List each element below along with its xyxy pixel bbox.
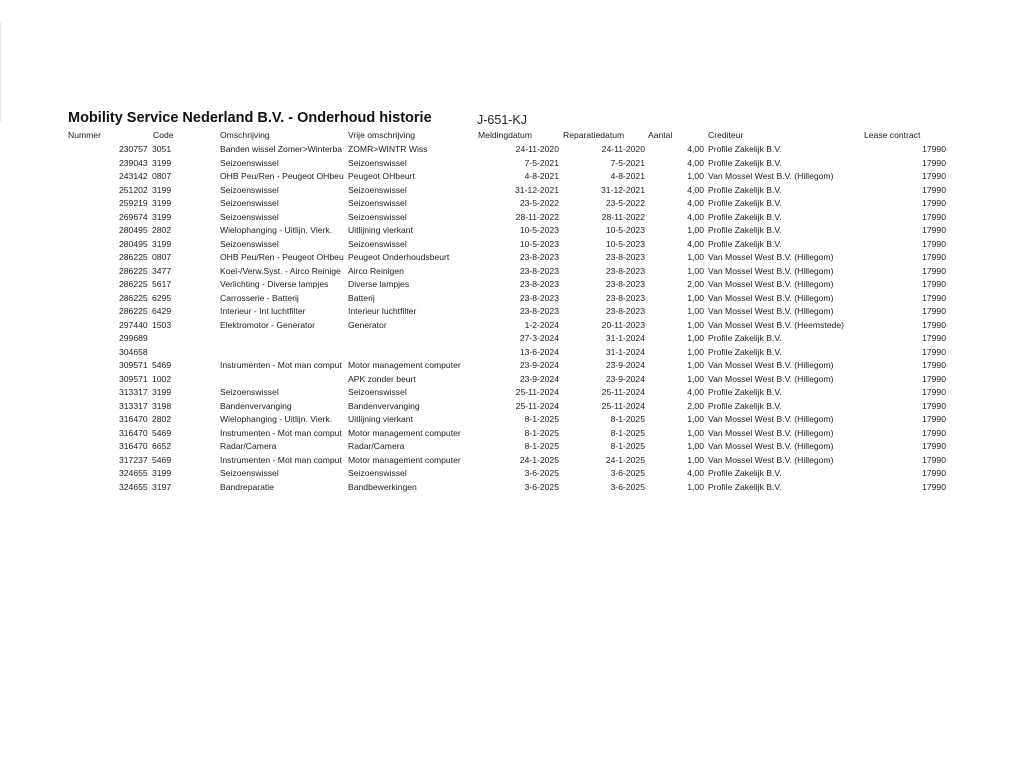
cell-nummer: 297440 bbox=[119, 319, 148, 330]
table-row bbox=[0, 440, 1024, 454]
cell-omschrijving: Interieur - Int luchtfilter bbox=[220, 306, 306, 316]
cell-lease-contract: 17990 bbox=[922, 454, 946, 465]
cell-reparatiedatum: 23-8-2023 bbox=[605, 265, 645, 276]
table-row bbox=[0, 170, 1024, 184]
cell-meldingdatum: 28-11-2022 bbox=[515, 211, 559, 222]
cell-code: 0807 bbox=[152, 171, 172, 181]
cell-lease-contract: 17990 bbox=[922, 238, 946, 249]
cell-reparatiedatum: 23-9-2024 bbox=[605, 373, 645, 384]
cell-lease-contract: 17990 bbox=[922, 306, 946, 316]
cell-omschrijving: Bandreparatie bbox=[220, 481, 274, 492]
cell-crediteur: Van Mossel West B.V. (Hillegom) bbox=[708, 360, 834, 370]
cell-meldingdatum: 13-6-2024 bbox=[519, 346, 559, 357]
table-row bbox=[0, 224, 1024, 238]
cell-aantal: 1,00 bbox=[687, 454, 704, 465]
cell-code: 2802 bbox=[152, 414, 172, 424]
cell-reparatiedatum: 8-1-2025 bbox=[610, 441, 645, 451]
cell-reparatiedatum: 23-8-2023 bbox=[605, 292, 645, 303]
cell-crediteur: Van Mossel West B.V. (Hillegom) bbox=[708, 306, 834, 316]
cell-nummer: 286225 bbox=[119, 252, 148, 262]
table-row bbox=[0, 332, 1024, 346]
header-aantal: Aantal bbox=[648, 130, 673, 140]
table-row bbox=[0, 400, 1024, 414]
table-row bbox=[0, 305, 1024, 319]
cell-crediteur: Profile Zakelijk B.V. bbox=[708, 225, 782, 235]
cell-crediteur: Profile Zakelijk B.V. bbox=[708, 211, 782, 222]
cell-crediteur: Profile Zakelijk B.V. bbox=[708, 481, 782, 492]
cell-vrije-omschrijving: Peugeot OHbeurt bbox=[348, 171, 415, 181]
cell-code: 3199 bbox=[152, 184, 172, 195]
cell-reparatiedatum: 23-8-2023 bbox=[605, 279, 645, 289]
cell-omschrijving: Verlichting - Diverse lampjes bbox=[220, 279, 329, 289]
cell-reparatiedatum: 24-1-2025 bbox=[605, 454, 645, 465]
cell-crediteur: Van Mossel West B.V. (Hillegom) bbox=[708, 252, 834, 262]
cell-vrije-omschrijving: Batterij bbox=[348, 292, 375, 303]
table-row bbox=[0, 319, 1024, 333]
cell-crediteur: Van Mossel West B.V. (Hillegom) bbox=[708, 292, 834, 303]
table-row bbox=[0, 481, 1024, 495]
cell-omschrijving: Wielophanging - Uitlijn. Vierk. bbox=[220, 414, 333, 424]
table-row bbox=[0, 292, 1024, 306]
cell-nummer: 317237 bbox=[119, 454, 148, 465]
cell-aantal: 1,00 bbox=[687, 333, 704, 343]
scan-edge-line bbox=[0, 22, 1, 122]
cell-nummer: 251202 bbox=[119, 184, 148, 195]
cell-code: 1002 bbox=[152, 373, 172, 384]
cell-omschrijving: Wielophanging - Uitlijn. Vierk. bbox=[220, 225, 333, 235]
cell-code: 3199 bbox=[152, 198, 172, 208]
cell-omschrijving: Seizoenswissel bbox=[220, 211, 279, 222]
cell-vrije-omschrijving: Bandbewerkingen bbox=[348, 481, 417, 492]
header-vrije-omschrijving: Vrije omschrijving bbox=[348, 130, 416, 140]
cell-lease-contract: 17990 bbox=[922, 292, 946, 303]
cell-aantal: 4,00 bbox=[687, 184, 704, 195]
table-row bbox=[0, 278, 1024, 292]
cell-crediteur: Van Mossel West B.V. (Hillegom) bbox=[708, 373, 834, 384]
cell-reparatiedatum: 8-1-2025 bbox=[610, 414, 645, 424]
cell-meldingdatum: 23-8-2023 bbox=[519, 252, 559, 262]
cell-aantal: 2,00 bbox=[687, 400, 704, 411]
cell-nummer: 304658 bbox=[119, 346, 148, 357]
cell-vrije-omschrijving: Motor management computer bbox=[348, 427, 461, 438]
cell-meldingdatum: 1-2-2024 bbox=[524, 319, 559, 330]
cell-nummer: 269674 bbox=[119, 211, 148, 222]
cell-code: 3199 bbox=[152, 211, 172, 222]
cell-reparatiedatum: 10-5-2023 bbox=[605, 238, 645, 249]
cell-aantal: 4,00 bbox=[687, 198, 704, 208]
cell-code: 3198 bbox=[152, 400, 172, 411]
cell-reparatiedatum: 31-1-2024 bbox=[605, 333, 645, 343]
cell-meldingdatum: 8-1-2025 bbox=[524, 427, 559, 438]
cell-lease-contract: 17990 bbox=[922, 265, 946, 276]
table-row bbox=[0, 386, 1024, 400]
cell-omschrijving: Radar/Camera bbox=[220, 441, 277, 451]
cell-crediteur: Van Mossel West B.V. (Hillegom) bbox=[708, 414, 834, 424]
cell-lease-contract: 17990 bbox=[922, 157, 946, 168]
cell-meldingdatum: 24-1-2025 bbox=[519, 454, 559, 465]
table-row bbox=[0, 143, 1024, 157]
cell-crediteur: Profile Zakelijk B.V. bbox=[708, 238, 782, 249]
header-code: Code bbox=[153, 130, 174, 140]
cell-nummer: 309571 bbox=[119, 373, 148, 384]
cell-reparatiedatum: 4-8-2021 bbox=[610, 171, 645, 181]
cell-crediteur: Van Mossel West B.V. (Heemstede) bbox=[708, 319, 844, 330]
cell-meldingdatum: 3-6-2025 bbox=[524, 481, 559, 492]
cell-nummer: 286225 bbox=[119, 265, 148, 276]
cell-vrije-omschrijving: Bandenvervanging bbox=[348, 400, 420, 411]
cell-vrije-omschrijving: Interieur luchtfilter bbox=[348, 306, 417, 316]
cell-aantal: 4,00 bbox=[687, 211, 704, 222]
cell-aantal: 2,00 bbox=[687, 279, 704, 289]
table-row bbox=[0, 211, 1024, 225]
cell-omschrijving: Seizoenswissel bbox=[220, 157, 279, 168]
cell-meldingdatum: 23-8-2023 bbox=[519, 279, 559, 289]
cell-code: 5617 bbox=[152, 279, 172, 289]
cell-vrije-omschrijving: Generator bbox=[348, 319, 387, 330]
cell-meldingdatum: 3-6-2025 bbox=[524, 468, 559, 478]
cell-aantal: 1,00 bbox=[687, 427, 704, 438]
cell-crediteur: Profile Zakelijk B.V. bbox=[708, 198, 782, 208]
cell-nummer: 309571 bbox=[119, 360, 148, 370]
cell-lease-contract: 17990 bbox=[922, 333, 946, 343]
cell-lease-contract: 17990 bbox=[922, 279, 946, 289]
cell-lease-contract: 17990 bbox=[922, 198, 946, 208]
header-meldingdatum: Meldingdatum bbox=[478, 130, 532, 140]
cell-meldingdatum: 4-8-2021 bbox=[524, 171, 559, 181]
cell-omschrijving: Koel-/Verw.Syst. - Airco Reinige bbox=[220, 265, 341, 276]
cell-aantal: 4,00 bbox=[687, 387, 704, 397]
cell-vrije-omschrijving: Seizoenswissel bbox=[348, 157, 407, 168]
cell-meldingdatum: 10-5-2023 bbox=[519, 238, 559, 249]
cell-nummer: 286225 bbox=[119, 306, 148, 316]
cell-aantal: 4,00 bbox=[687, 157, 704, 168]
cell-lease-contract: 17990 bbox=[922, 481, 946, 492]
cell-crediteur: Profile Zakelijk B.V. bbox=[708, 184, 782, 195]
cell-vrije-omschrijving: ZOMR>WINTR Wiss bbox=[348, 144, 428, 154]
cell-meldingdatum: 10-5-2023 bbox=[519, 225, 559, 235]
cell-crediteur: Van Mossel West B.V. (Hillegom) bbox=[708, 265, 834, 276]
cell-reparatiedatum: 8-1-2025 bbox=[610, 427, 645, 438]
cell-meldingdatum: 25-11-2024 bbox=[515, 387, 559, 397]
cell-lease-contract: 17990 bbox=[922, 360, 946, 370]
cell-lease-contract: 17990 bbox=[922, 211, 946, 222]
cell-nummer: 316470 bbox=[119, 427, 148, 438]
cell-reparatiedatum: 23-5-2022 bbox=[605, 198, 645, 208]
cell-lease-contract: 17990 bbox=[922, 319, 946, 330]
cell-lease-contract: 17990 bbox=[922, 373, 946, 384]
cell-crediteur: Van Mossel West B.V. (Hillegom) bbox=[708, 279, 834, 289]
maintenance-table-body bbox=[0, 143, 1024, 494]
cell-vrije-omschrijving: Motor management computer bbox=[348, 454, 461, 465]
cell-aantal: 1,00 bbox=[687, 292, 704, 303]
cell-crediteur: Profile Zakelijk B.V. bbox=[708, 387, 782, 397]
cell-vrije-omschrijving: Peugeot Onderhoudsbeurt bbox=[348, 252, 450, 262]
cell-code: 3199 bbox=[152, 387, 172, 397]
cell-nummer: 324655 bbox=[119, 468, 148, 478]
cell-nummer: 313317 bbox=[119, 400, 148, 411]
cell-omschrijving: Seizoenswissel bbox=[220, 387, 279, 397]
cell-omschrijving: OHB Peu/Ren - Peugeot OHbeu bbox=[220, 252, 344, 262]
table-row bbox=[0, 238, 1024, 252]
cell-code: 1503 bbox=[152, 319, 172, 330]
cell-lease-contract: 17990 bbox=[922, 414, 946, 424]
cell-aantal: 1,00 bbox=[687, 360, 704, 370]
cell-vrije-omschrijving: Airco Reinigen bbox=[348, 265, 404, 276]
cell-omschrijving: Instrumenten - Mot man comput bbox=[220, 360, 342, 370]
cell-nummer: 259219 bbox=[119, 198, 148, 208]
cell-code: 3051 bbox=[152, 144, 172, 154]
cell-crediteur: Van Mossel West B.V. (Hillegom) bbox=[708, 427, 834, 438]
header-omschrijving: Omschrijving bbox=[220, 130, 270, 140]
header-lease-contract: Lease contract bbox=[864, 130, 921, 140]
cell-vrije-omschrijving: Diverse lampjes bbox=[348, 279, 410, 289]
cell-crediteur: Profile Zakelijk B.V. bbox=[708, 157, 782, 168]
table-row bbox=[0, 184, 1024, 198]
cell-crediteur: Profile Zakelijk B.V. bbox=[708, 333, 782, 343]
cell-omschrijving: Instrumenten - Mot man comput bbox=[220, 427, 342, 438]
cell-lease-contract: 17990 bbox=[922, 468, 946, 478]
cell-aantal: 1,00 bbox=[687, 346, 704, 357]
cell-code: 3477 bbox=[152, 265, 172, 276]
cell-meldingdatum: 23-8-2023 bbox=[519, 265, 559, 276]
cell-code: 5469 bbox=[152, 360, 172, 370]
cell-aantal: 1,00 bbox=[687, 441, 704, 451]
cell-omschrijving: Elektromotor - Generator bbox=[220, 319, 316, 330]
cell-lease-contract: 17990 bbox=[922, 171, 946, 181]
table-row bbox=[0, 373, 1024, 387]
cell-code: 6429 bbox=[152, 306, 172, 316]
cell-code: 3199 bbox=[152, 468, 172, 478]
cell-meldingdatum: 31-12-2021 bbox=[515, 184, 559, 195]
cell-code: 2802 bbox=[152, 225, 172, 235]
cell-nummer: 313317 bbox=[119, 387, 148, 397]
cell-nummer: 316470 bbox=[119, 414, 148, 424]
cell-meldingdatum: 24-11-2020 bbox=[515, 144, 559, 154]
cell-omschrijving: Seizoenswissel bbox=[220, 184, 279, 195]
cell-aantal: 1,00 bbox=[687, 265, 704, 276]
header-reparatiedatum: Reparatiedatum bbox=[563, 130, 625, 140]
table-row bbox=[0, 346, 1024, 360]
cell-code: 3197 bbox=[152, 481, 172, 492]
cell-meldingdatum: 7-5-2021 bbox=[524, 157, 559, 168]
cell-reparatiedatum: 25-11-2024 bbox=[601, 387, 645, 397]
table-row bbox=[0, 251, 1024, 265]
cell-aantal: 1,00 bbox=[687, 171, 704, 181]
cell-vrije-omschrijving: Motor management computer bbox=[348, 360, 461, 370]
cell-aantal: 1,00 bbox=[687, 225, 704, 235]
cell-omschrijving: Seizoenswissel bbox=[220, 198, 279, 208]
cell-meldingdatum: 23-8-2023 bbox=[519, 306, 559, 316]
cell-nummer: 239043 bbox=[119, 157, 148, 168]
cell-omschrijving: Seizoenswissel bbox=[220, 238, 279, 249]
cell-nummer: 230757 bbox=[119, 144, 148, 154]
table-row bbox=[0, 427, 1024, 441]
cell-vrije-omschrijving: Uitlijning vierkant bbox=[348, 414, 413, 424]
cell-nummer: 286225 bbox=[119, 279, 148, 289]
cell-reparatiedatum: 25-11-2024 bbox=[601, 400, 645, 411]
cell-reparatiedatum: 31-12-2021 bbox=[601, 184, 645, 195]
cell-crediteur: Profile Zakelijk B.V. bbox=[708, 144, 782, 154]
cell-vrije-omschrijving: Seizoenswissel bbox=[348, 211, 407, 222]
cell-meldingdatum: 27-3-2024 bbox=[519, 333, 559, 343]
table-row bbox=[0, 359, 1024, 373]
cell-crediteur: Van Mossel West B.V. (Hillegom) bbox=[708, 441, 834, 451]
cell-lease-contract: 17990 bbox=[922, 225, 946, 235]
cell-vrije-omschrijving: APK zonder beurt bbox=[348, 373, 416, 384]
cell-nummer: 316470 bbox=[119, 441, 148, 451]
cell-aantal: 1,00 bbox=[687, 481, 704, 492]
cell-meldingdatum: 23-8-2023 bbox=[519, 292, 559, 303]
cell-aantal: 1,00 bbox=[687, 319, 704, 330]
table-row bbox=[0, 454, 1024, 468]
cell-reparatiedatum: 24-11-2020 bbox=[601, 144, 645, 154]
cell-vrije-omschrijving: Uitlijning vierkant bbox=[348, 225, 413, 235]
cell-aantal: 1,00 bbox=[687, 414, 704, 424]
cell-vrije-omschrijving: Seizoenswissel bbox=[348, 238, 407, 249]
cell-code: 5469 bbox=[152, 454, 172, 465]
cell-omschrijving: Instrumenten - Mot man comput bbox=[220, 454, 342, 465]
cell-lease-contract: 17990 bbox=[922, 387, 946, 397]
cell-lease-contract: 17990 bbox=[922, 441, 946, 451]
cell-code: 6652 bbox=[152, 441, 172, 451]
cell-reparatiedatum: 3-6-2025 bbox=[610, 468, 645, 478]
cell-omschrijving: Bandenvervanging bbox=[220, 400, 292, 411]
table-row bbox=[0, 467, 1024, 481]
cell-lease-contract: 17990 bbox=[922, 144, 946, 154]
cell-nummer: 299689 bbox=[119, 333, 148, 343]
cell-meldingdatum: 23-9-2024 bbox=[519, 360, 559, 370]
cell-omschrijving: OHB Peu/Ren - Peugeot OHbeu bbox=[220, 171, 344, 181]
cell-crediteur: Van Mossel West B.V. (Hillegom) bbox=[708, 454, 834, 465]
cell-meldingdatum: 25-11-2024 bbox=[515, 400, 559, 411]
cell-lease-contract: 17990 bbox=[922, 346, 946, 357]
cell-aantal: 1,00 bbox=[687, 252, 704, 262]
cell-vrije-omschrijving: Seizoenswissel bbox=[348, 198, 407, 208]
cell-vrije-omschrijving: Seizoenswissel bbox=[348, 184, 407, 195]
cell-code: 6295 bbox=[152, 292, 172, 303]
cell-aantal: 4,00 bbox=[687, 238, 704, 249]
cell-code: 3199 bbox=[152, 157, 172, 168]
cell-lease-contract: 17990 bbox=[922, 184, 946, 195]
cell-nummer: 286225 bbox=[119, 292, 148, 303]
cell-reparatiedatum: 28-11-2022 bbox=[601, 211, 645, 222]
cell-meldingdatum: 8-1-2025 bbox=[524, 441, 559, 451]
document-title: Mobility Service Nederland B.V. - Onderhoud historie bbox=[68, 110, 432, 126]
cell-aantal: 4,00 bbox=[687, 144, 704, 154]
cell-vrije-omschrijving: Seizoenswissel bbox=[348, 387, 407, 397]
cell-nummer: 324655 bbox=[119, 481, 148, 492]
cell-nummer: 280495 bbox=[119, 225, 148, 235]
cell-meldingdatum: 23-9-2024 bbox=[519, 373, 559, 384]
table-row bbox=[0, 157, 1024, 171]
cell-omschrijving: Carrosserie - Batterij bbox=[220, 292, 299, 303]
cell-crediteur: Profile Zakelijk B.V. bbox=[708, 400, 782, 411]
table-row bbox=[0, 197, 1024, 211]
header-crediteur: Crediteur bbox=[708, 130, 744, 140]
cell-reparatiedatum: 23-8-2023 bbox=[605, 252, 645, 262]
cell-aantal: 1,00 bbox=[687, 306, 704, 316]
cell-aantal: 1,00 bbox=[687, 373, 704, 384]
cell-nummer: 243142 bbox=[119, 171, 148, 181]
cell-crediteur: Profile Zakelijk B.V. bbox=[708, 346, 782, 357]
cell-vrije-omschrijving: Radar/Camera bbox=[348, 441, 405, 451]
cell-reparatiedatum: 7-5-2021 bbox=[610, 157, 645, 168]
cell-meldingdatum: 23-5-2022 bbox=[519, 198, 559, 208]
cell-lease-contract: 17990 bbox=[922, 400, 946, 411]
cell-code: 3199 bbox=[152, 238, 172, 249]
table-row bbox=[0, 413, 1024, 427]
cell-aantal: 4,00 bbox=[687, 468, 704, 478]
cell-reparatiedatum: 31-1-2024 bbox=[605, 346, 645, 357]
cell-omschrijving: Seizoenswissel bbox=[220, 468, 279, 478]
cell-lease-contract: 17990 bbox=[922, 427, 946, 438]
cell-crediteur: Van Mossel West B.V. (Hillegom) bbox=[708, 171, 834, 181]
license-plate: J-651-KJ bbox=[477, 113, 528, 127]
cell-reparatiedatum: 3-6-2025 bbox=[610, 481, 645, 492]
cell-reparatiedatum: 10-5-2023 bbox=[605, 225, 645, 235]
cell-lease-contract: 17990 bbox=[922, 252, 946, 262]
cell-omschrijving: Banden wissel Zomer>Winterba bbox=[220, 144, 343, 154]
cell-reparatiedatum: 23-9-2024 bbox=[605, 360, 645, 370]
cell-crediteur: Profile Zakelijk B.V. bbox=[708, 468, 782, 478]
header-nummer: Nummer bbox=[68, 130, 101, 140]
cell-code: 5469 bbox=[152, 427, 172, 438]
cell-nummer: 280495 bbox=[119, 238, 148, 249]
cell-reparatiedatum: 20-11-2023 bbox=[601, 319, 645, 330]
cell-code: 0807 bbox=[152, 252, 172, 262]
cell-vrije-omschrijving: Seizoenswissel bbox=[348, 468, 407, 478]
table-row bbox=[0, 265, 1024, 279]
cell-meldingdatum: 8-1-2025 bbox=[524, 414, 559, 424]
cell-reparatiedatum: 23-8-2023 bbox=[605, 306, 645, 316]
